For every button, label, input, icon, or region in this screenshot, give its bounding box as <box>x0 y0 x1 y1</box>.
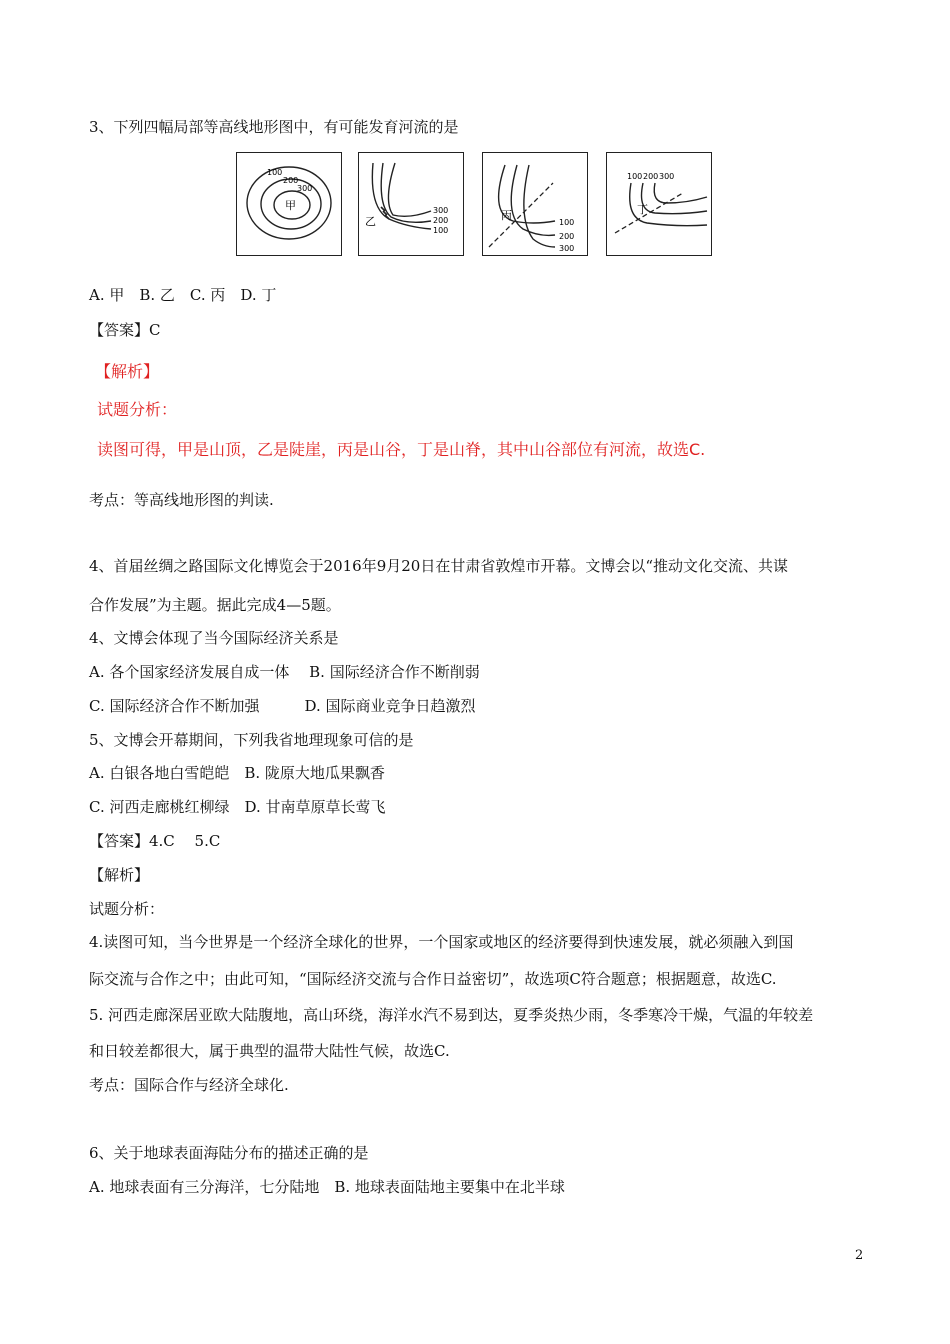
q3-analysis-sub: 试题分析： <box>97 400 178 419</box>
ding-contour-300: 300 <box>659 172 675 181</box>
yi-contour-100: 100 <box>433 226 449 235</box>
q4-options-cd: C. 国际经济合作不断加强 D. 国际商业竞争日趋激烈 <box>89 697 476 715</box>
jia-contour-200: 200 <box>283 176 299 185</box>
ding-label: 丁 <box>637 203 648 216</box>
contour-map-ding <box>606 152 712 256</box>
q4-analysis-line-1: 4.读图可知，当今世界是一个经济全球化的世界，一个国家或地区的经济要得到快速发展，就必须融入到国 <box>89 933 794 951</box>
q4-stem: 4、文博会体现了当今国际经济关系是 <box>89 629 339 647</box>
q5-options-ab: A. 白银各地白雪皑皑 B. 陇原大地瓜果飘香 <box>89 764 385 782</box>
contour-map-yi <box>358 152 464 256</box>
bing-contour-200: 200 <box>559 232 575 241</box>
q3-analysis-head: 【解析】 <box>95 362 160 381</box>
q3-point: 考点：等高线地形图的判读. <box>89 491 274 509</box>
q5-analysis-line-2: 和日较差都很大，属于典型的温带大陆性气候，故选C. <box>89 1042 450 1060</box>
yi-label: 乙 <box>365 215 376 228</box>
q3-stem: 3、下列四幅局部等高线地形图中，有可能发育河流的是 <box>89 118 459 136</box>
q6-stem: 6、关于地球表面海陆分布的描述正确的是 <box>89 1144 369 1162</box>
jia-contour-300: 300 <box>297 184 313 193</box>
yi-contour-200: 200 <box>433 216 449 225</box>
q5-stem: 5、文博会开幕期间，下列我省地理现象可信的是 <box>89 731 414 749</box>
q4-analysis-line-2: 际交流与合作之中；由此可知，“国际经济交流与合作日益密切”，故选项C符合题意；根据题意，故选C. <box>89 970 777 988</box>
yi-contour-300: 300 <box>433 206 449 215</box>
jia-contour-100: 100 <box>267 168 283 177</box>
jia-label: 甲 <box>285 199 296 212</box>
bing-contour-300: 300 <box>559 244 575 253</box>
ding-contour-100: 100 <box>627 172 643 181</box>
q45-analysis-sub: 试题分析： <box>89 900 165 918</box>
q45-intro-1: 4、首届丝绸之路国际文化博览会于2016年9月20日在甘肃省敦煌市开幕。文博会以“推动文化交流、共谋 <box>89 557 789 575</box>
q45-answer: 【答案】4.C 5.C <box>89 832 221 850</box>
ding-contour-200: 200 <box>643 172 659 181</box>
contour-map-bing <box>482 152 588 256</box>
q45-analysis-head: 【解析】 <box>89 866 150 884</box>
q3-analysis-text: 读图可得，甲是山顶，乙是陡崖，丙是山谷，丁是山脊，其中山谷部位有河流，故选C. <box>97 440 706 459</box>
q5-options-cd: C. 河西走廊桃红柳绿 D. 甘南草原草长莺飞 <box>89 798 386 816</box>
bing-contour-100: 100 <box>559 218 575 227</box>
bing-label: 丙 <box>501 209 512 222</box>
contour-map-jia <box>236 152 342 256</box>
q6-options-ab: A. 地球表面有三分海洋，七分陆地 B. 地球表面陆地主要集中在北半球 <box>89 1178 565 1196</box>
q5-analysis-line-1: 5. 河西走廊深居亚欧大陆腹地，高山环绕，海洋水汽不易到达，夏季炎热少雨，冬季寒冷干燥，气温的年较差 <box>89 1006 814 1024</box>
q3-answer: 【答案】C <box>89 321 161 339</box>
q4-options-ab: A. 各个国家经济发展自成一体 B. 国际经济合作不断削弱 <box>89 663 480 681</box>
q45-intro-2: 合作发展”为主题。据此完成4—5题。 <box>89 596 341 614</box>
q45-point: 考点：国际合作与经济全球化. <box>89 1076 289 1094</box>
contour-figure <box>236 152 711 258</box>
q3-options: A. 甲 B. 乙 C. 丙 D. 丁 <box>89 286 277 304</box>
page-number: 2 <box>855 1248 864 1263</box>
